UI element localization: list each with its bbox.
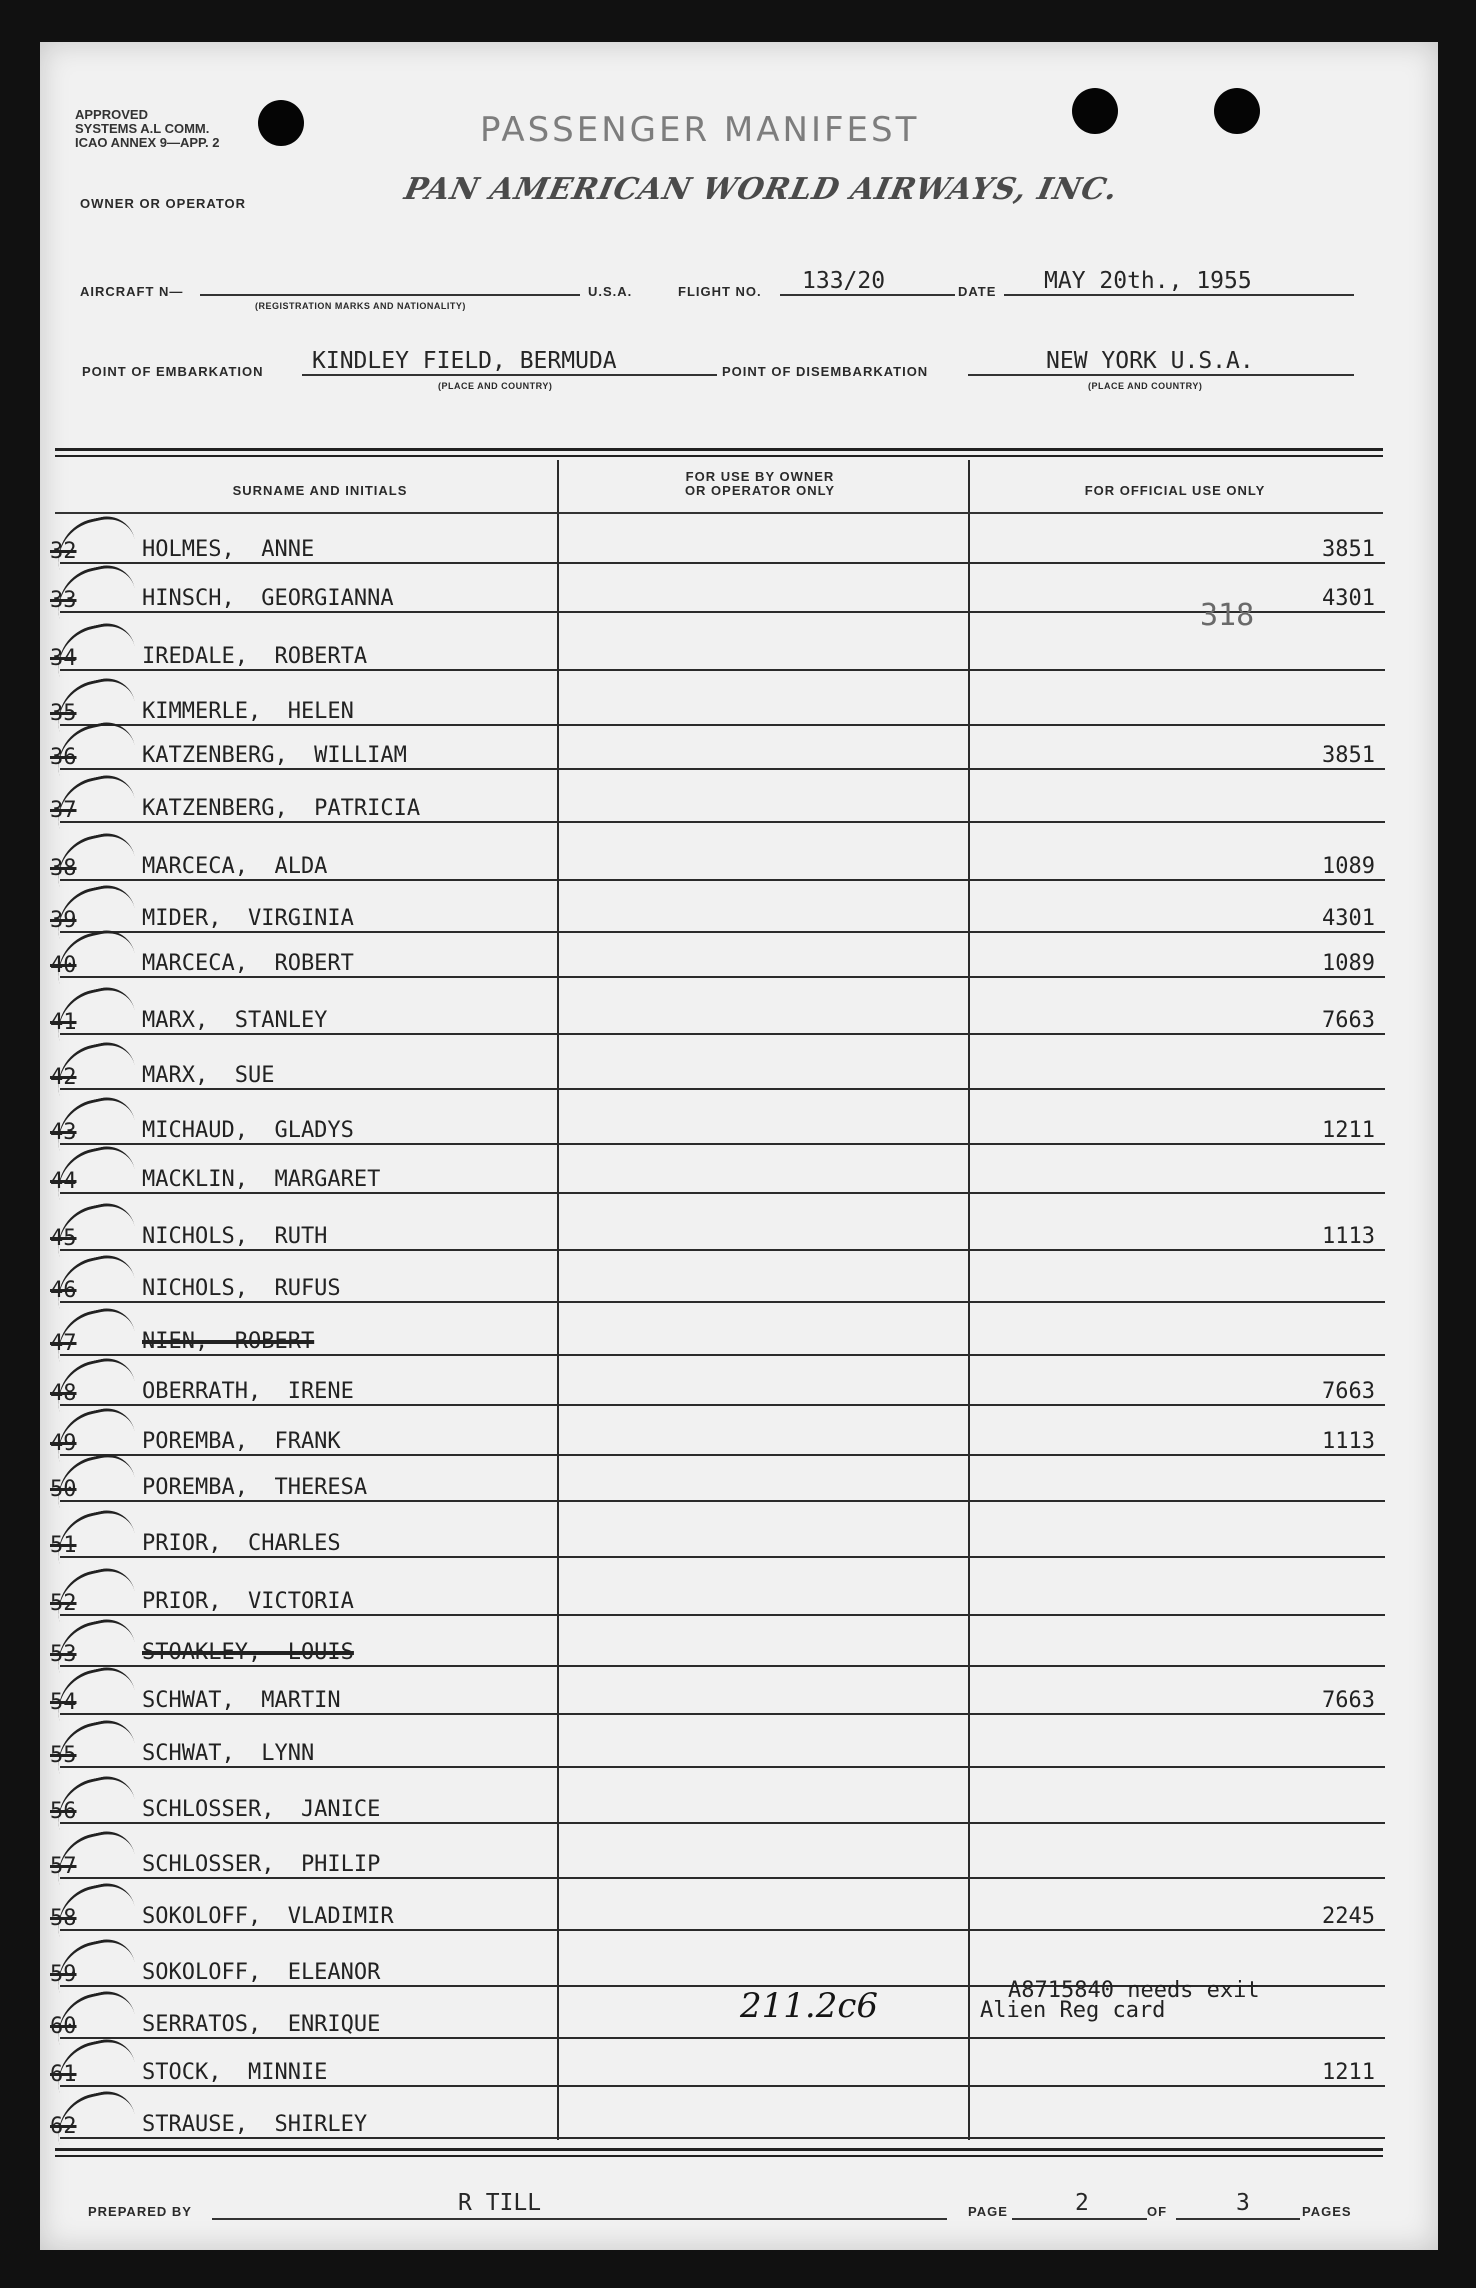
passenger-row [40, 1329, 1385, 1356]
owner-label: OWNER OR OPERATOR [80, 196, 247, 211]
official-code: 2245 [1322, 1904, 1375, 1929]
row-rule [60, 1877, 1385, 1879]
row-rule [60, 821, 1385, 823]
column-header-line: OR OPERATOR ONLY [684, 483, 836, 498]
passenger-name: SCHWAT, LYNN [142, 1741, 315, 1766]
date-label: DATE [958, 284, 997, 299]
passenger-name: KIMMERLE, HELEN [142, 699, 354, 724]
row-rule [60, 1454, 1385, 1456]
passenger-row [40, 1167, 1385, 1194]
row-rule [60, 1301, 1385, 1303]
passenger-number: 37 [50, 798, 77, 823]
embarkation-value: KINDLEY FIELD, BERMUDA [312, 348, 617, 374]
passenger-number: 43 [50, 1120, 77, 1145]
page-label: PAGE [968, 2204, 1008, 2219]
registration-caption: (REGISTRATION MARKS AND NATIONALITY) [255, 301, 466, 311]
row-rule [60, 562, 1385, 564]
aircraft-label: AIRCRAFT N— [80, 284, 184, 299]
flight-label: FLIGHT NO. [678, 284, 762, 299]
passenger-name: IREDALE, ROBERTA [142, 644, 368, 669]
passenger-row [40, 1429, 1385, 1456]
punch-hole [1072, 88, 1118, 134]
pages-label: PAGES [1302, 2204, 1352, 2219]
column-header-line: FOR USE BY OWNER [685, 469, 835, 484]
place-caption: (PLACE AND COUNTRY) [1088, 381, 1203, 391]
row-rule [60, 1614, 1385, 1616]
passenger-number: 42 [50, 1065, 77, 1090]
passenger-name: POREMBA, FRANK [142, 1429, 341, 1454]
passenger-name: HOLMES, ANNE [142, 537, 315, 562]
passenger-number: 49 [50, 1431, 77, 1456]
row-rule [60, 1088, 1385, 1090]
official-code: 1089 [1322, 854, 1375, 879]
row-rule [60, 2137, 1385, 2139]
official-code: 1113 [1322, 1224, 1375, 1249]
row-rule [60, 2037, 1385, 2039]
passenger-name: NICHOLS, RUTH [142, 1224, 328, 1249]
passenger-row [40, 1688, 1385, 1715]
passenger-row [40, 1224, 1385, 1251]
row-rule [60, 1766, 1385, 1768]
passenger-number: 50 [50, 1477, 77, 1502]
flight-number: 133/20 [802, 268, 886, 294]
passenger-row [40, 2112, 1385, 2139]
passenger-row [40, 2060, 1385, 2087]
passenger-name: SOKOLOFF, VLADIMIR [142, 1904, 394, 1929]
row-rule [60, 724, 1385, 726]
passenger-number: 47 [50, 1331, 77, 1356]
date-underline [1004, 294, 1354, 296]
passenger-name: STOAKLEY, LOUIS [142, 1640, 354, 1665]
passenger-name: OBERRATH, IRENE [142, 1379, 354, 1404]
header-rule [55, 512, 1383, 514]
row-rule [60, 2085, 1385, 2087]
passenger-row [40, 1063, 1385, 1090]
official-stamp-318: 318 [1200, 598, 1255, 633]
passenger-number: 45 [50, 1226, 77, 1251]
embarkation-label: POINT OF EMBARKATION [82, 364, 264, 379]
passenger-number: 35 [50, 701, 77, 726]
row-rule [60, 1143, 1385, 1145]
passenger-name: POREMBA, THERESA [142, 1475, 368, 1500]
approval-stamp [75, 108, 220, 150]
column-header-surname: SURNAME AND INITIALS [232, 483, 408, 498]
passenger-name: SCHLOSSER, PHILIP [142, 1852, 381, 1877]
passenger-name: SOKOLOFF, ELEANOR [142, 1960, 381, 1985]
official-code: 1113 [1322, 1429, 1375, 1454]
passenger-number: 48 [50, 1381, 77, 1406]
passenger-number: 51 [50, 1533, 77, 1558]
row-rule [60, 976, 1385, 978]
passenger-row [40, 1852, 1385, 1879]
row-rule [60, 1500, 1385, 1502]
passenger-number: 60 [50, 2014, 77, 2039]
table-bottom-rule [55, 2148, 1383, 2157]
row-rule [60, 1354, 1385, 1356]
passenger-row [40, 537, 1385, 564]
prepared-underline [212, 2218, 947, 2220]
handwritten-operator-note: 211.2c6 [740, 1986, 879, 2026]
passenger-row [40, 743, 1385, 770]
passenger-number: 58 [50, 1906, 77, 1931]
passenger-row [40, 1008, 1385, 1035]
page-number: 2 [1075, 2190, 1089, 2216]
passenger-name: STRAUSE, SHIRLEY [142, 2112, 368, 2137]
passenger-number: 33 [50, 588, 77, 613]
passenger-number: 62 [50, 2114, 77, 2139]
total-pages: 3 [1236, 2190, 1250, 2216]
page-underline [1012, 2218, 1147, 2220]
passenger-name: MARCECA, ROBERT [142, 951, 354, 976]
passenger-row [40, 1531, 1385, 1558]
passenger-name: MACKLIN, MARGARET [142, 1167, 381, 1192]
passenger-name: MARX, STANLEY [142, 1008, 328, 1033]
passenger-row [40, 1640, 1385, 1667]
official-code: 7663 [1322, 1008, 1375, 1033]
passenger-number: 55 [50, 1743, 77, 1768]
official-code: 3851 [1322, 743, 1375, 768]
passenger-row [40, 1904, 1385, 1931]
row-rule [60, 1404, 1385, 1406]
passenger-number: 38 [50, 856, 77, 881]
approval-line: ICAO ANNEX 9—APP. 2 [75, 135, 220, 150]
row-rule [60, 611, 1385, 613]
passenger-name: MARCECA, ALDA [142, 854, 328, 879]
passenger-row [40, 796, 1385, 823]
passenger-number: 56 [50, 1799, 77, 1824]
row-rule [60, 1665, 1385, 1667]
passenger-row [40, 2012, 1385, 2039]
passenger-name: MARX, SUE [142, 1063, 275, 1088]
passenger-row [40, 951, 1385, 978]
passenger-number: 53 [50, 1642, 77, 1667]
official-code: 7663 [1322, 1379, 1375, 1404]
column-divider [968, 460, 970, 2140]
official-code: 4301 [1322, 906, 1375, 931]
passenger-row [40, 854, 1385, 881]
passenger-number: 61 [50, 2062, 77, 2087]
alien-note-line: A8715840 needs exit [1008, 1978, 1260, 2003]
passenger-name: PRIOR, VICTORIA [142, 1589, 354, 1614]
passenger-number: 39 [50, 908, 77, 933]
official-code: 7663 [1322, 1688, 1375, 1713]
row-rule [60, 1713, 1385, 1715]
usa-label: U.S.A. [588, 284, 633, 299]
passenger-row [40, 644, 1385, 671]
row-rule [60, 931, 1385, 933]
row-rule [60, 1822, 1385, 1824]
passenger-name: MIDER, VIRGINIA [142, 906, 354, 931]
passenger-name: SCHWAT, MARTIN [142, 1688, 341, 1713]
passenger-number: 40 [50, 953, 77, 978]
passenger-name: STOCK, MINNIE [142, 2060, 328, 2085]
passenger-name: SERRATOS, ENRIQUE [142, 2012, 381, 2037]
row-rule [60, 879, 1385, 881]
passenger-number: 59 [50, 1962, 77, 1987]
passenger-row [40, 1741, 1385, 1768]
official-code: 1211 [1322, 2060, 1375, 2085]
passenger-number: 54 [50, 1690, 77, 1715]
embarkation-underline [302, 374, 717, 376]
row-rule [60, 768, 1385, 770]
passenger-name: HINSCH, GEORGIANNA [142, 586, 394, 611]
passenger-row [40, 1797, 1385, 1824]
punch-hole [258, 100, 304, 146]
column-divider [557, 460, 559, 2140]
passenger-name: KATZENBERG, WILLIAM [142, 743, 407, 768]
flight-underline [780, 294, 955, 296]
passenger-number: 34 [50, 646, 77, 671]
passenger-name: KATZENBERG, PATRICIA [142, 796, 421, 821]
prepared-label: PREPARED BY [88, 2204, 192, 2219]
passenger-number: 36 [50, 745, 77, 770]
carrier-name: PAN AMERICAN WORLD AIRWAYS, INC. [401, 172, 1122, 207]
alien-note-line: Alien Reg card [980, 1998, 1166, 2023]
column-header-official: FOR OFFICIAL USE ONLY [1084, 483, 1266, 498]
disembarkation-underline [968, 374, 1354, 376]
passenger-number: 32 [50, 539, 77, 564]
official-code: 1211 [1322, 1118, 1375, 1143]
punch-hole [1214, 88, 1260, 134]
passenger-row [40, 1379, 1385, 1406]
passenger-row [40, 1475, 1385, 1502]
of-underline [1176, 2218, 1300, 2220]
passenger-number: 44 [50, 1169, 77, 1194]
disembarkation-value: NEW YORK U.S.A. [1046, 348, 1254, 374]
passenger-number: 52 [50, 1591, 77, 1616]
row-rule [60, 1192, 1385, 1194]
passenger-row [40, 906, 1385, 933]
date-value: MAY 20th., 1955 [1044, 268, 1252, 294]
approval-line: APPROVED [75, 107, 148, 122]
passenger-row [40, 1118, 1385, 1145]
aircraft-underline [200, 294, 580, 296]
passenger-row [40, 1276, 1385, 1303]
row-rule [60, 1929, 1385, 1931]
prepared-value: R TILL [458, 2190, 542, 2216]
official-code: 1089 [1322, 951, 1375, 976]
passenger-name: NIEN, ROBERT [142, 1329, 315, 1354]
passenger-row [40, 586, 1385, 613]
passenger-number: 57 [50, 1854, 77, 1879]
row-rule [60, 1033, 1385, 1035]
of-label: OF [1147, 2204, 1168, 2219]
row-rule [60, 669, 1385, 671]
passenger-name: NICHOLS, RUFUS [142, 1276, 341, 1301]
disembarkation-label: POINT OF DISEMBARKATION [722, 364, 929, 379]
passenger-number: 41 [50, 1010, 77, 1035]
column-header-operator [580, 470, 940, 498]
approval-line: SYSTEMS A.L COMM. [75, 121, 210, 136]
passenger-row [40, 699, 1385, 726]
passenger-name: MICHAUD, GLADYS [142, 1118, 354, 1143]
row-rule [60, 1556, 1385, 1558]
passenger-name: SCHLOSSER, JANICE [142, 1797, 381, 1822]
form-title: PASSENGER MANIFEST [480, 110, 920, 150]
passenger-number: 46 [50, 1278, 77, 1303]
passenger-name: PRIOR, CHARLES [142, 1531, 341, 1556]
table-top-rule [55, 448, 1383, 457]
official-code: 3851 [1322, 537, 1375, 562]
place-caption: (PLACE AND COUNTRY) [438, 381, 553, 391]
row-rule [60, 1249, 1385, 1251]
official-code: 4301 [1322, 586, 1375, 611]
passenger-row [40, 1589, 1385, 1616]
